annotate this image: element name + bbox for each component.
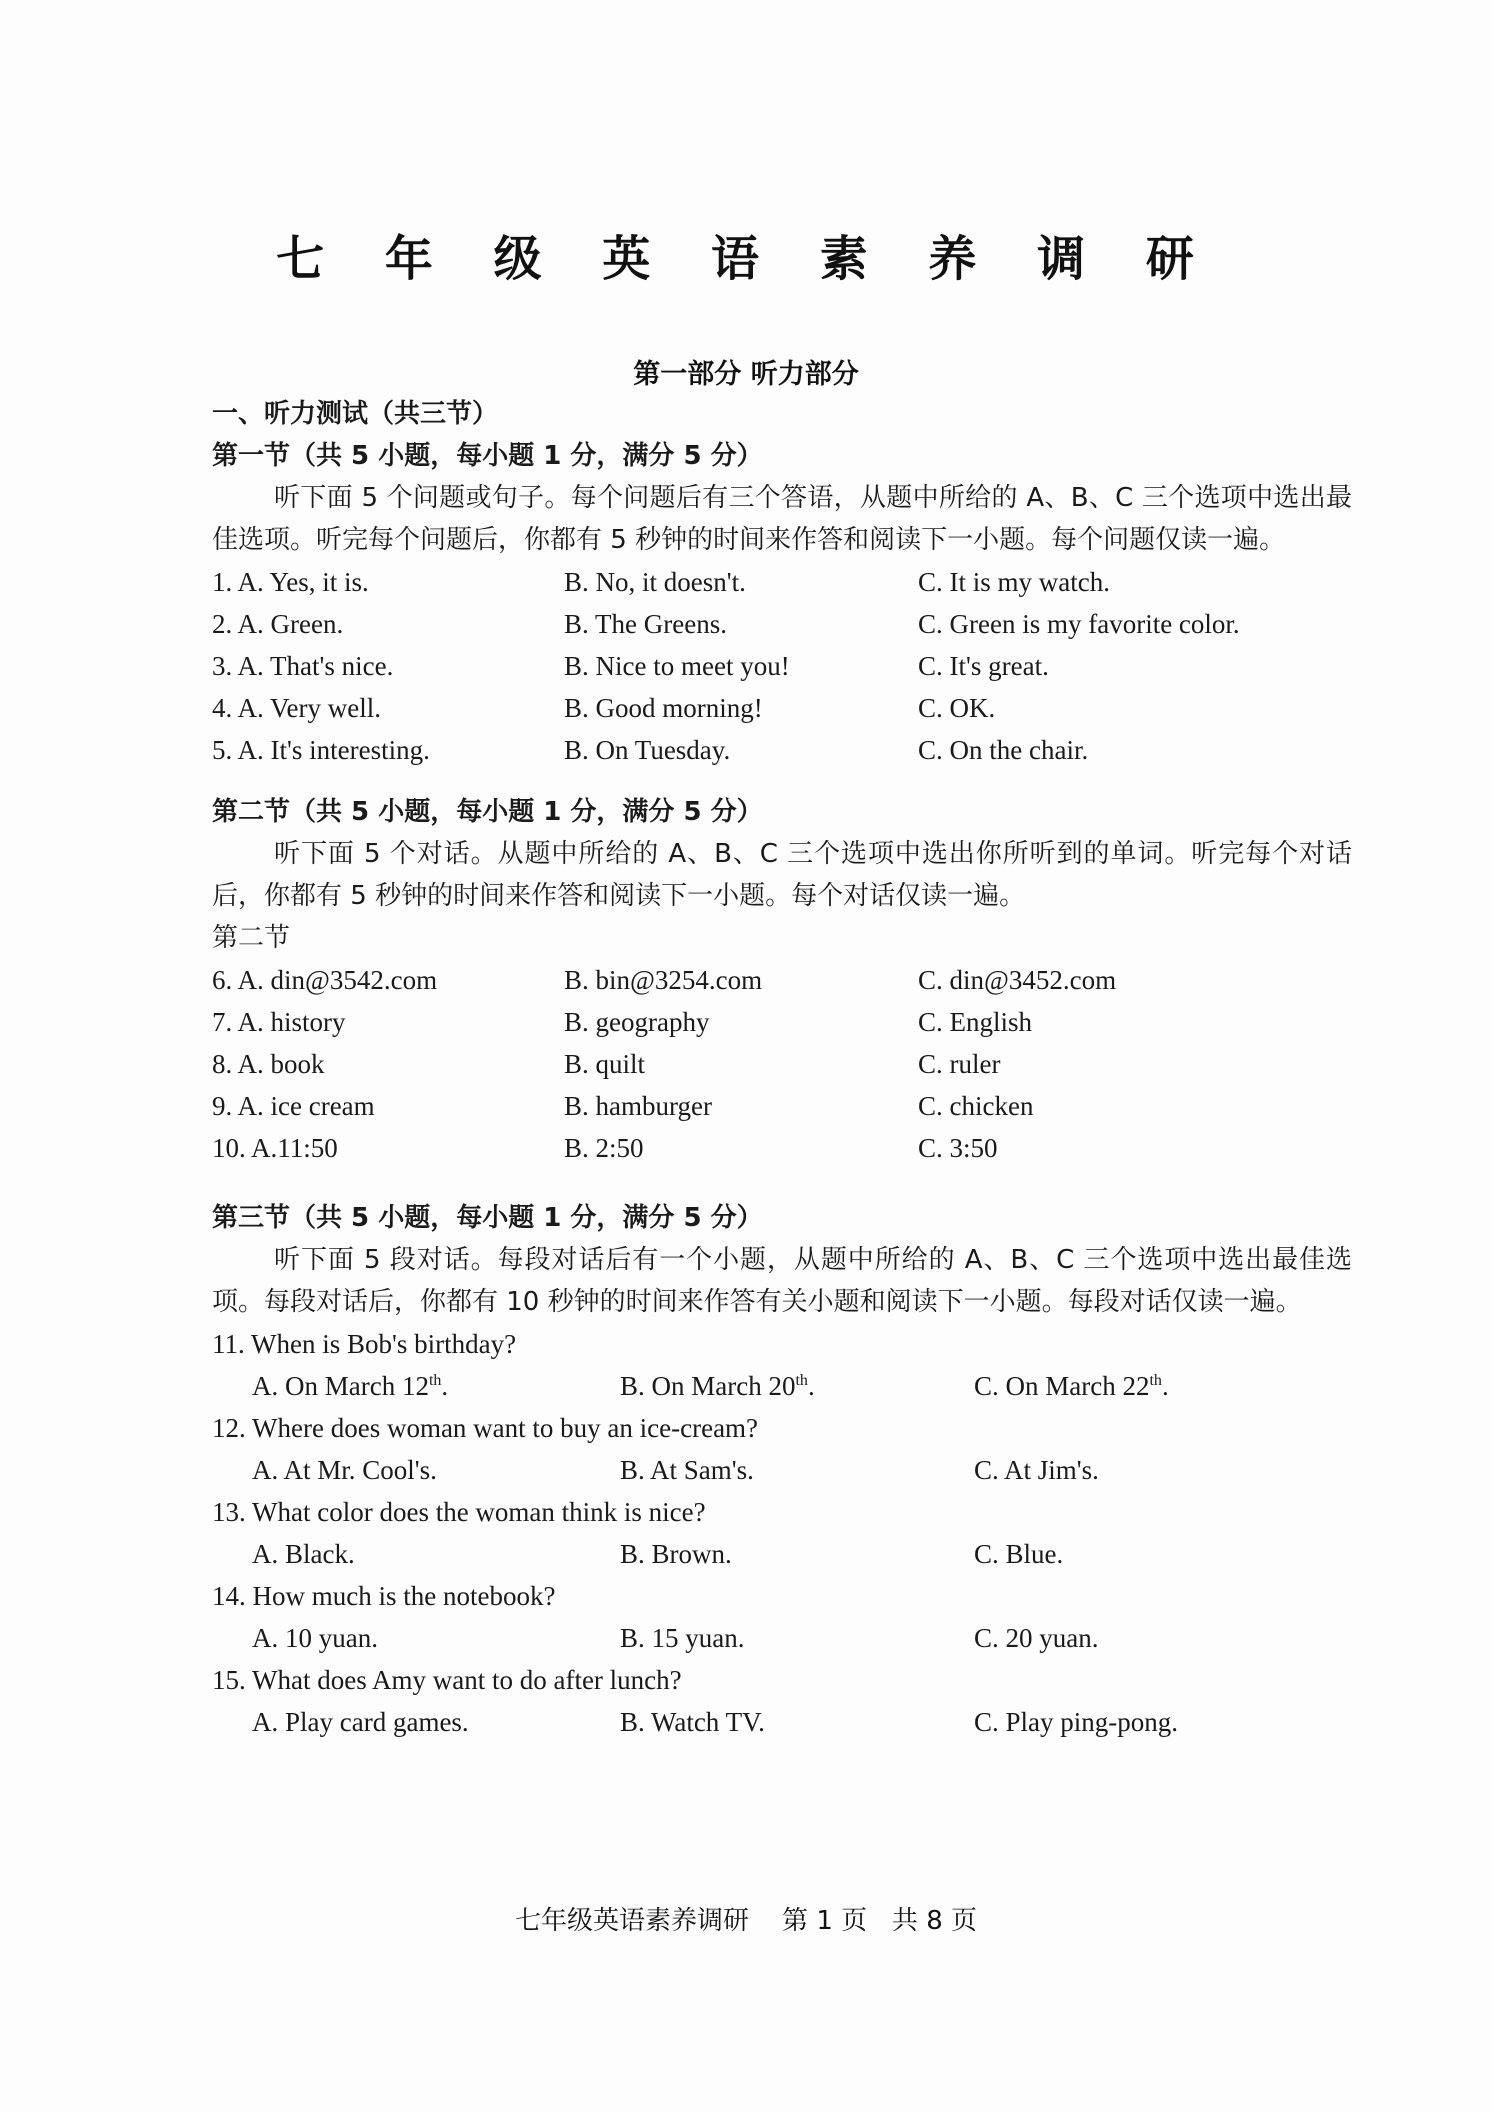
question-stem: 12. Where does woman want to buy an ice-cream? (212, 1413, 759, 1443)
option-b: B. Good morning! (564, 693, 763, 723)
option-c: C. 3:50 (918, 1133, 998, 1163)
option-a: 10. A.11:50 (212, 1133, 338, 1163)
exam-content (212, 393, 1352, 1743)
question-row (212, 1001, 1352, 1043)
option-a: 1. A. Yes, it is. (212, 567, 369, 597)
option-b: B. No, it doesn't. (564, 567, 746, 597)
option-c: C. It's great. (918, 651, 1049, 681)
section1-heading: 第一节（共 5 小题，每小题 1 分，满分 5 分） (212, 441, 763, 471)
section2-instructions: 听下面 5 个对话。从题中所给的 A、B、C 三个选项中选出你所听到的单词。听完每个对话后，你都有 5 秒钟的时间来作答和阅读下一小题。每个对话仅读一遍。 (212, 839, 1352, 911)
section3-instructions: 听下面 5 段对话。每段对话后有一个小题，从题中所给的 A、B、C 三个选项中选出最佳选项。每段对话后，你都有 10 秒钟的时间来作答有关小题和阅读下一小题。每段对话仅读一遍。 (212, 1245, 1352, 1317)
ordinal-suffix: th (428, 1372, 442, 1389)
option-c: C. English (918, 1007, 1033, 1037)
option-c: C. Green is my favorite color. (918, 609, 1240, 639)
question-row (212, 603, 1352, 645)
question-row (212, 561, 1352, 603)
question-stem: 14. How much is the notebook? (212, 1581, 556, 1611)
question-row (212, 687, 1352, 729)
option-c-end: . (1161, 1371, 1169, 1401)
question-stem: 13. What color does the woman think is nice? (212, 1497, 706, 1527)
option-b: B. hamburger (564, 1091, 712, 1121)
question-stem: 15. What does Amy want to do after lunch? (212, 1665, 682, 1695)
option-a: 2. A. Green. (212, 609, 344, 639)
option-a: 3. A. That's nice. (212, 651, 394, 681)
exam-title: 七 年 级 英 语 素 养 调 研 (276, 231, 1216, 287)
question-stem: 11. When is Bob's birthday? (212, 1329, 517, 1359)
option-c: C. ruler (918, 1049, 1001, 1079)
option-b: B. 15 yuan. (620, 1623, 745, 1653)
page-footer: 七年级英语素养调研 第 1 页 共 8 页 (515, 1906, 977, 1936)
spacer (212, 771, 1352, 791)
option-a (252, 1365, 448, 1407)
option-c-text: C. On March 22 (974, 1371, 1150, 1401)
option-a: 5. A. It's interesting. (212, 735, 430, 765)
option-a: 6. A. din@3542.com (212, 965, 438, 995)
option-c: C. On the chair. (918, 735, 1089, 765)
option-b (620, 1365, 815, 1407)
option-a: 9. A. ice cream (212, 1091, 375, 1121)
option-a-end: . (441, 1371, 449, 1401)
section3-heading: 第三节（共 5 小题，每小题 1 分，满分 5 分） (212, 1203, 763, 1233)
option-b: B. On Tuesday. (564, 735, 731, 765)
option-c: C. Play ping-pong. (974, 1707, 1179, 1737)
option-a: A. Play card games. (252, 1707, 469, 1737)
option-b-text: B. On March 20 (620, 1371, 796, 1401)
option-c: C. At Jim's. (974, 1455, 1099, 1485)
question-options (212, 1617, 1352, 1659)
option-a: 8. A. book (212, 1049, 325, 1079)
option-b-end: . (807, 1371, 815, 1401)
option-c: C. OK. (918, 693, 996, 723)
option-a: A. At Mr. Cool's. (252, 1455, 437, 1485)
section2-heading: 第二节（共 5 小题，每小题 1 分，满分 5 分） (212, 797, 763, 827)
question-row (212, 1127, 1352, 1169)
option-c: C. It is my watch. (918, 567, 1110, 597)
question-row (212, 645, 1352, 687)
option-b: B. Watch TV. (620, 1707, 765, 1737)
option-c: C. din@3452.com (918, 965, 1117, 995)
option-a: 4. A. Very well. (212, 693, 381, 723)
option-a-text: A. On March 12 (252, 1371, 429, 1401)
question-options (212, 1365, 1352, 1407)
option-a: A. 10 yuan. (252, 1623, 378, 1653)
ordinal-suffix: th (795, 1372, 808, 1389)
option-b: B. geography (564, 1007, 710, 1037)
question-options (212, 1701, 1352, 1743)
option-b: B. Brown. (620, 1539, 732, 1569)
question-options (212, 1533, 1352, 1575)
option-b: B. Nice to meet you! (564, 651, 790, 681)
section1-instructions: 听下面 5 个问题或句子。每个问题后有三个答语，从题中所给的 A、B、C 三个选项中选出最佳选项。听完每个问题后，你都有 5 秒钟的时间来作答和阅读下一小题。每个问题仅读一遍。 (212, 483, 1352, 555)
option-c: C. 20 yuan. (974, 1623, 1099, 1653)
question-options (212, 1449, 1352, 1491)
question-row (212, 1085, 1352, 1127)
option-b: B. The Greens. (564, 609, 727, 639)
part-title: 第一部分 听力部分 (633, 359, 859, 390)
ordinal-suffix: th (1149, 1372, 1162, 1389)
question-row (212, 729, 1352, 771)
option-c: C. chicken (918, 1091, 1034, 1121)
option-b: B. quilt (564, 1049, 646, 1079)
option-b: B. bin@3254.com (564, 965, 763, 995)
option-b: B. 2:50 (564, 1133, 644, 1163)
question-row (212, 1043, 1352, 1085)
option-c (974, 1365, 1169, 1407)
section-main-heading: 一、听力测试（共三节） (212, 399, 499, 429)
option-c: C. Blue. (974, 1539, 1064, 1569)
option-a: A. Black. (252, 1539, 355, 1569)
option-b: B. At Sam's. (620, 1455, 754, 1485)
spacer (212, 1169, 1352, 1197)
option-a: 7. A. history (212, 1007, 346, 1037)
question-row (212, 959, 1352, 1001)
section2-label: 第二节 (212, 923, 291, 953)
